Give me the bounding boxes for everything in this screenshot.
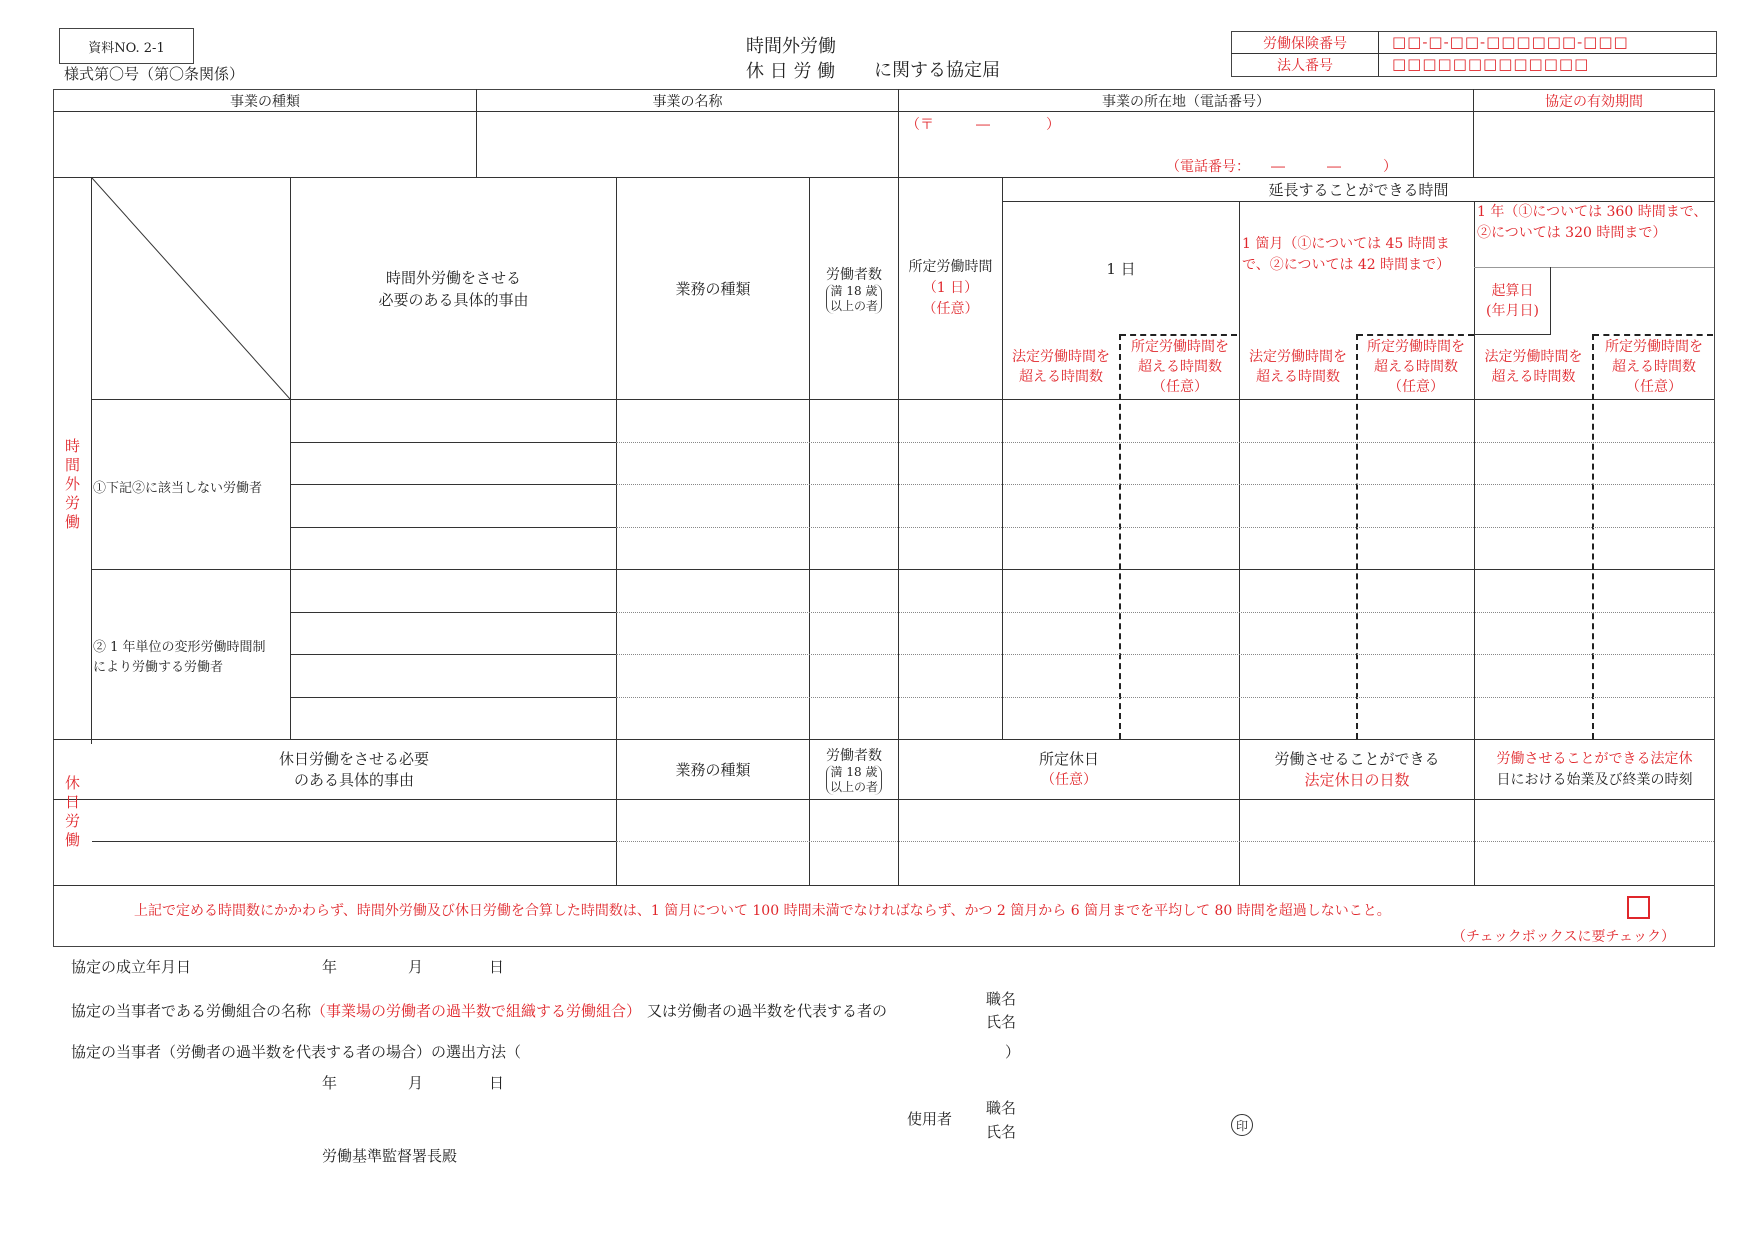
worker-count-note: 満 18 歳 以上の者 [826,284,882,314]
worker-rep-name-label: 氏名 [986,1013,1017,1031]
employer-label: 使用者 [907,1110,953,1128]
agreement-month: 月 [408,958,424,976]
business-name-header: 事業の名称 [652,93,723,110]
holiday-job-type-header: 業務の種類 [675,761,751,779]
one-year-scheduled-over [1594,335,1714,399]
diagonal-line [92,178,290,399]
one-year-header: 1 年（①については 360 時間まで、②については 320 時間まで） [1477,204,1708,241]
scheduled-holiday-header [899,740,1239,799]
worker-count-header [810,178,898,399]
one-month-scheduled-over-label: 所定労働時間を 超える時間数 [1367,339,1465,375]
one-day-header: 1 日 [1106,259,1136,278]
union-label-b: 又は労働者の過半数を代表する者の [647,1002,888,1020]
doc-ref: 資料NO. 2-1 [88,40,165,56]
legal-holiday-hours-a: 労働させることができる法定休 [1496,750,1693,767]
group1-label: ①下記②に該当しない労働者 [93,481,263,496]
agreement-day: 日 [489,958,505,976]
election-method-close: ） [1005,1043,1021,1061]
election-method-label: 協定の当事者（労働者の過半数を代表する者の場合）の選出方法（ [71,1043,522,1061]
job-type-header: 業務の種類 [675,280,751,298]
start-date-header: 起算日 (年月日) [1486,283,1539,319]
overtime-reason-header: 時間外労働をさせる 必要のある具体的事由 [378,268,529,309]
holiday-worker-count-header [810,740,898,799]
labor-office-label: 労働基準監督署長殿 [322,1147,458,1165]
legal-holiday-hours-header [1475,740,1714,799]
employer-name-label: 氏名 [986,1123,1017,1141]
business-type-header: 事業の種類 [230,93,300,110]
checkbox-note: （チェックボックスに要チェック） [1452,929,1676,945]
title-suffix: に関する協定届 [874,60,1000,81]
agreement-date-label: 協定の成立年月日 [71,958,192,976]
legal-holiday-days-header [1240,740,1474,799]
postal-code[interactable]: （〒 ― ） [906,117,1060,133]
union-label-red: （事業場の労働者の過半数で組織する労働組合） [311,1002,642,1020]
business-name-input[interactable] [477,112,898,177]
one-year-scheduled-over-label: 所定労働時間を 超える時間数 [1605,339,1703,375]
form-number: 様式第〇号（第〇条関係） [64,65,245,83]
employer-position-label: 職名 [986,1099,1017,1117]
valid-period-header: 協定の有効期間 [1545,93,1643,110]
scheduled-optional-label: （任意） [922,301,979,317]
submit-year: 年 [322,1074,338,1092]
holiday-worker-count-note: 満 18 歳 以上の者 [826,765,882,795]
business-address-header: 事業の所在地（電話番号） [1102,93,1270,110]
holiday-section-label: 休日労働 [63,774,81,851]
scheduled-holiday-optional: （任意） [1041,771,1097,788]
corp-value[interactable]: □□□□□□□□□□□□□ [1392,55,1590,73]
title-line1: 時間外労働 [746,36,836,57]
holiday-reason-header: 休日労働をさせる必要 のある具体的事由 [278,749,429,789]
business-type-input[interactable] [54,112,476,177]
one-month-scheduled-over-opt: （任意） [1388,379,1444,395]
submit-day: 日 [489,1074,505,1092]
one-month-header: 1 箇月（①については 45 時間まで、②については 42 時間まで） [1242,236,1451,273]
worker-count-label: 労働者数 [826,266,882,283]
agreement-year: 年 [322,958,338,976]
scheduled-hours-header [899,178,1002,399]
one-month-legal-over: 法定労働時間を 超える時間数 [1249,349,1347,385]
scheduled-hours-label: 所定労働時間 [908,259,993,275]
holiday-worker-count-label: 労働者数 [826,747,882,764]
worker-rep-position-label: 職名 [986,990,1017,1008]
scheduled-day-label: （1 日） [922,280,979,296]
seal-icon [1231,1114,1253,1136]
submit-month: 月 [408,1074,424,1092]
overtime-section-label: 時間外労働 [63,437,81,533]
one-day-scheduled-over [1121,335,1239,399]
insurance-value[interactable]: □□-□-□□-□□□□□□-□□□ [1392,33,1629,51]
start-date-input[interactable] [1551,268,1713,334]
election-method-input[interactable] [570,1038,990,1060]
confirm-checkbox[interactable] [1627,896,1650,919]
one-day-legal-over: 法定労働時間を 超える時間数 [1012,349,1110,385]
seal-text: 印 [1235,1118,1248,1133]
legal-holiday-days-a: 労働させることができる [1274,749,1440,768]
union-name-line [71,1000,887,1021]
one-month-scheduled-over [1358,335,1474,399]
legal-holiday-hours-b: 日における始業及び終業の時刻 [1496,771,1693,788]
legal-holiday-days-b: 法定休日の日数 [1304,770,1410,789]
doc-ref-box [59,28,194,64]
one-day-scheduled-over-label: 所定労働時間を 超える時間数 [1131,339,1229,375]
scheduled-holiday-label: 所定休日 [1038,749,1099,768]
corp-label: 法人番号 [1277,57,1333,74]
valid-period-input[interactable] [1474,112,1714,177]
one-day-scheduled-over-opt: （任意） [1152,379,1208,395]
group2-label: ② 1 年単位の変形労働時間制 により労働する労働者 [93,640,266,675]
one-year-scheduled-over-opt: （任意） [1626,379,1682,395]
extendable-hours-header: 延長することができる時間 [1268,181,1449,199]
union-label-a: 協定の当事者である労働組合の名称 [71,1002,312,1020]
phone-number[interactable]: （電話番号： ― ― ） [1166,159,1397,175]
title-line2: 休 日 労 働 [746,61,836,82]
insurance-label: 労働保険番号 [1263,35,1347,52]
one-year-legal-over: 法定労働時間を 超える時間数 [1484,349,1583,385]
combined-limit-note: 上記で定める時間数にかかわらず、時間外労働及び休日労働を合算した時間数は、1 箇月について 100 時間未満でなければならず、かつ 2 箇月から 6 箇月までを平均して 80 時間を超過しないこと。 [134,903,1391,919]
